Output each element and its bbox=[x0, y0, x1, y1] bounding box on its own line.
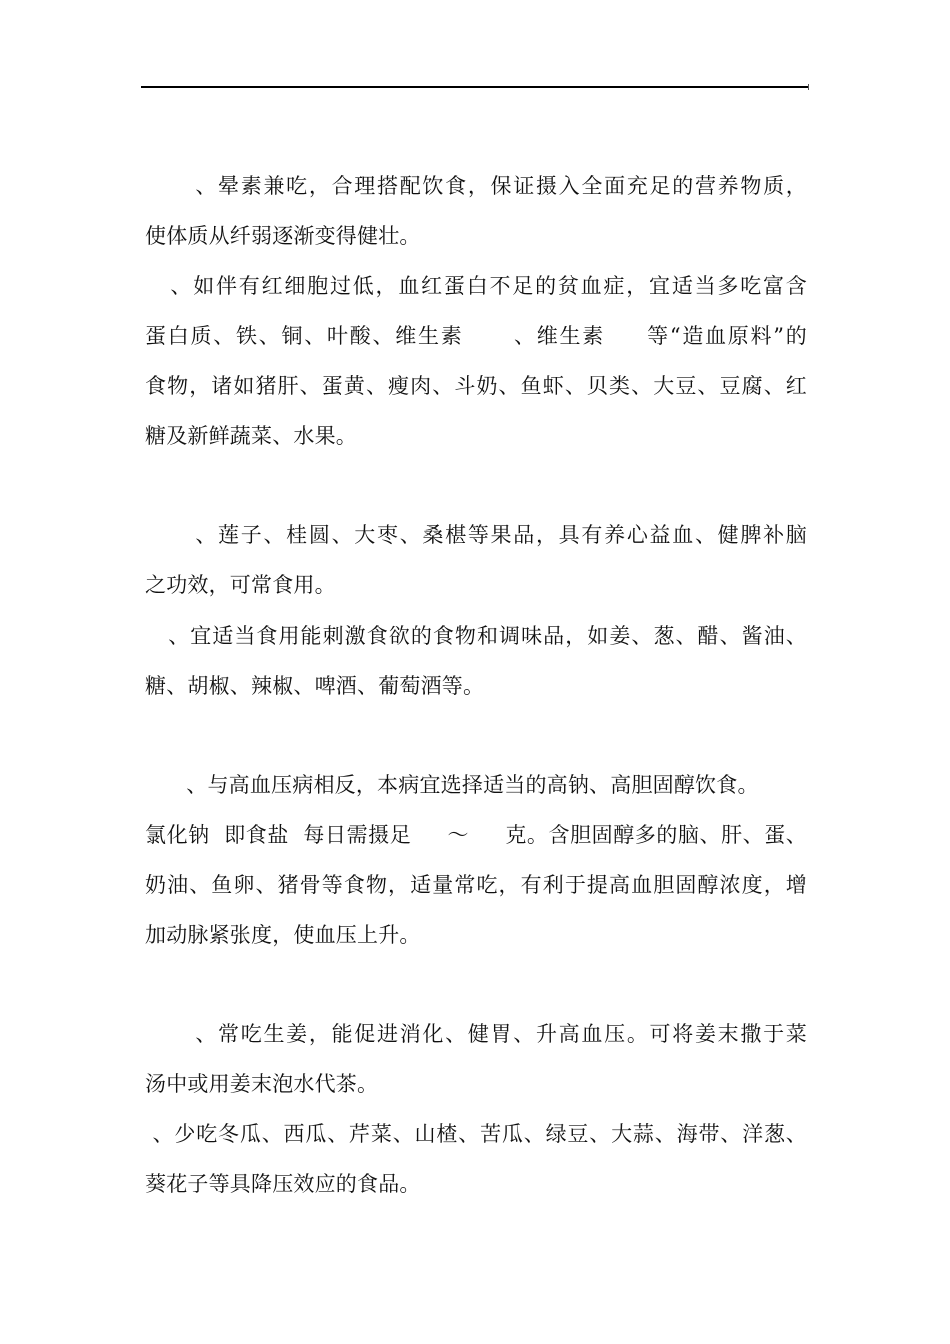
header-rule bbox=[141, 86, 808, 88]
paragraph-line: 葵花子等具降压效应的食品。 bbox=[145, 1172, 421, 1196]
paragraph-line: 食物，诸如猪肝、蛋黄、瘦肉、斗奶、鱼虾、贝类、大豆、豆腐、红 bbox=[145, 374, 807, 398]
paragraph-line: 、莲子、桂圆、大枣、桑椹等果品，具有养心益血、健脾补脑 bbox=[145, 523, 807, 547]
paragraph-line: 、晕素兼吃，合理搭配饮食，保证摄入全面充足的营养物质， bbox=[145, 174, 807, 198]
paragraph-line: 奶油、鱼卵、猪骨等食物，适量常吃，有利于提高血胆固醇浓度，增 bbox=[145, 873, 807, 897]
paragraph-line: 、少吃冬瓜、西瓜、芹菜、山楂、苦瓜、绿豆、大蒜、海带、洋葱、 bbox=[145, 1122, 807, 1146]
paragraph-line: 、与高血压病相反，本病宜选择适当的高钠、高胆固醇饮食。 bbox=[145, 773, 759, 797]
paragraph-line: 汤中或用姜末泡水代茶。 bbox=[145, 1072, 379, 1096]
paragraph-line: 、常吃生姜，能促进消化、健胃、升高血压。可将姜末撒于菜 bbox=[145, 1022, 807, 1046]
paragraph-line: 、如伴有红细胞过低，血红蛋白不足的贫血症，宜适当多吃富含 bbox=[145, 274, 807, 298]
paragraph-line: 糖、胡椒、辣椒、啤酒、葡萄酒等。 bbox=[145, 674, 485, 698]
paragraph-line: 加动脉紧张度，使血压上升。 bbox=[145, 923, 421, 947]
paragraph-line: 、宜适当食用能刺激食欲的食物和调味品，如姜、葱、醋、酱油、 bbox=[145, 624, 807, 648]
paragraph-line: 蛋白质、铁、铜、叶酸、维生素 、维生素 等“造血原料”的 bbox=[145, 324, 807, 348]
paragraph-line: 糖及新鲜蔬菜、水果。 bbox=[145, 424, 357, 448]
header-rule-end-mark bbox=[808, 84, 809, 90]
paragraph-line: 使体质从纤弱逐渐变得健壮。 bbox=[145, 224, 421, 248]
paragraph-line: 之功效，可常食用。 bbox=[145, 573, 336, 597]
paragraph-line: 氯化钠 即食盐 每日需摄足 ～ 克。含胆固醇多的脑、肝、蛋、 bbox=[145, 823, 807, 847]
